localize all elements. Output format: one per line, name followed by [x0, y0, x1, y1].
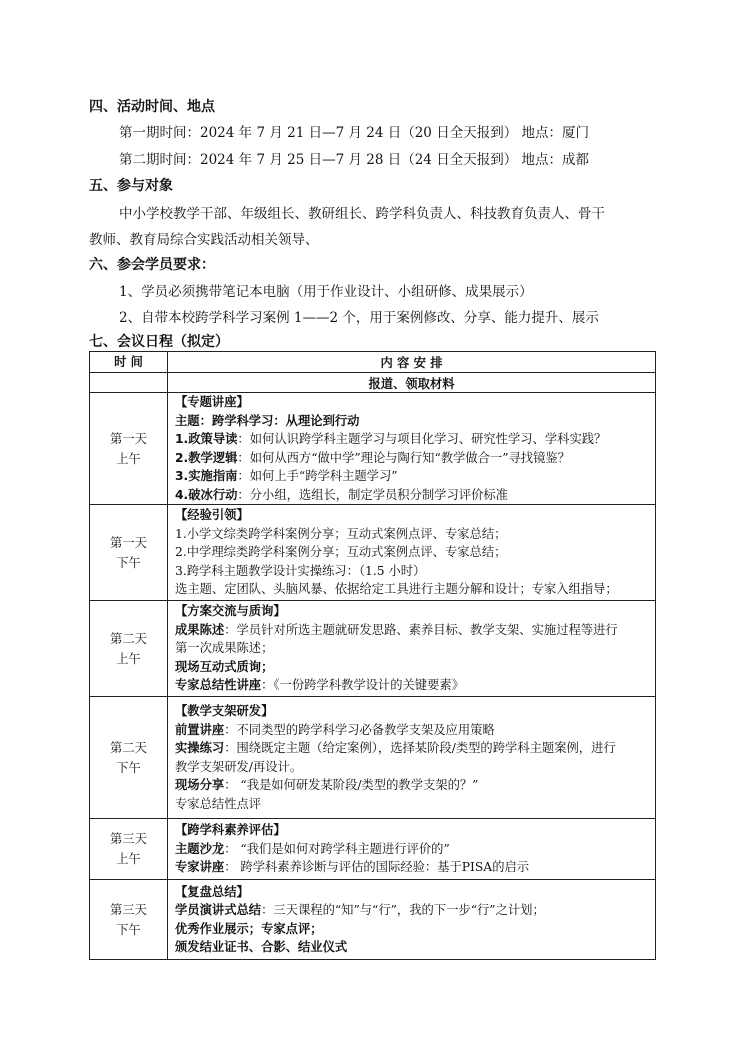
period-2-text: 第二期时间：2024 年 7 月 25 日—7 月 28 日（24 日全天报到） 地点：成都	[119, 152, 589, 168]
schedule-line	[175, 721, 652, 740]
schedule-line	[175, 562, 652, 581]
schedule-line	[175, 901, 652, 920]
schedule-line-text: ：围绕既定主题（给定案例），选择某阶段/类型的跨学科主题案例，进行	[224, 741, 616, 755]
schedule-line-bold: 专家总结性讲座	[175, 678, 262, 693]
schedule-line	[175, 920, 652, 939]
period-1-text: 第一期时间：2024 年 7 月 21 日—7 月 24 日（20 日全天报到） 地点：厦门	[119, 125, 589, 141]
schedule-line-bold: 4.破冰行动	[175, 487, 238, 502]
schedule-time-cell	[90, 393, 168, 505]
schedule-content-cell	[168, 819, 656, 880]
schedule-line	[175, 739, 652, 758]
schedule-line-text: 专家总结性点评	[175, 796, 262, 811]
schedule-content-cell	[168, 505, 656, 601]
schedule-table	[89, 351, 656, 960]
schedule-line-text: 3.跨学科主题教学设计实操练习：（1.5 小时）	[175, 563, 426, 578]
schedule-time-cell	[90, 880, 168, 960]
schedule-line	[175, 467, 652, 486]
header-time: 时 间	[90, 352, 168, 373]
registration-time-cell	[90, 373, 168, 393]
schedule-line-text: ：如何从西方“做中学”理论与陶行知“教学做合一”寻找镜鉴？	[237, 450, 570, 465]
schedule-line	[175, 430, 652, 449]
schedule-line-bold: 现场互动式质询；	[175, 659, 274, 674]
schedule-line-bold: 【专题讲座】	[175, 395, 249, 409]
schedule-line	[175, 639, 652, 658]
schedule-row	[90, 601, 656, 697]
schedule-line-bold: 主题沙龙	[175, 841, 225, 856]
schedule-content-cell	[168, 601, 656, 697]
schedule-line-text: ：分小组，选组长，制定学员积分制学习评价标准	[237, 487, 508, 502]
schedule-line	[175, 840, 652, 859]
schedule-content-cell	[168, 697, 656, 819]
schedule-line-bold: 【经验引领】	[175, 508, 249, 523]
day-label: 第三天	[110, 832, 147, 846]
schedule-time-cell	[90, 601, 168, 697]
schedule-line	[175, 543, 652, 562]
registration-row	[90, 373, 656, 393]
schedule-line-text: 教学支架研发/再设计。	[175, 759, 303, 774]
schedule-line	[175, 795, 652, 814]
schedule-line	[175, 393, 652, 412]
schedule-line-text: 1.小学文综类跨学科案例分享；互动式案例点评、专家总结；	[175, 526, 507, 541]
period-label: 下午	[116, 760, 141, 775]
schedule-line-bold: 优秀作业展示；专家点评；	[175, 921, 323, 936]
schedule-line-text: 选主题、定团队、头脑风暴、依据给定工具进行主题分解和设计；专家入组指导；	[175, 582, 618, 597]
schedule-content-cell	[168, 393, 656, 505]
schedule-line-text: ：学员针对所选主题就研发思路、素养目标、教学支架、实施过程等进行	[224, 622, 618, 637]
schedule-time-cell	[90, 697, 168, 819]
schedule-line	[175, 883, 652, 902]
day-label: 第二天	[110, 740, 147, 755]
period-label: 下午	[116, 555, 141, 570]
registration-text: 报道、领取材料	[168, 373, 656, 393]
schedule-line-text: ： “我们是如何对跨学科主题进行评价的”	[224, 841, 450, 856]
schedule-line	[175, 858, 652, 877]
day-label: 第一天	[110, 431, 147, 446]
schedule-row	[90, 880, 656, 960]
schedule-line	[175, 525, 652, 544]
day-label: 第三天	[110, 902, 147, 917]
section-4-title: 四、活动时间、地点	[89, 99, 215, 115]
schedule-line	[175, 486, 652, 505]
schedule-row	[90, 819, 656, 880]
schedule-line-bold: 2.教学逻辑	[175, 450, 238, 465]
audience-line-1: 中小学校教学干部、年级组长、教研组长、跨学科负责人、科技教育负责人、骨干	[119, 206, 605, 222]
schedule-line-text: 2.中学理综类跨学科案例分享；互动式案例点评、专家总结；	[175, 545, 507, 560]
header-content: 内 容 安 排	[168, 352, 656, 373]
schedule-line	[175, 658, 652, 677]
schedule-line-bold: 学员演讲式总结	[175, 903, 262, 917]
schedule-line	[175, 938, 652, 957]
schedule-line-bold: 专家讲座	[175, 860, 225, 875]
schedule-line-bold: 1.政策导读	[175, 432, 238, 446]
schedule-line-bold: 实操练习	[175, 741, 225, 755]
section-7-title: 七、会议日程（拟定）	[89, 334, 229, 350]
schedule-line	[175, 821, 652, 840]
schedule-line-bold: 【方案交流与质询】	[175, 604, 286, 619]
schedule-time-cell	[90, 819, 168, 880]
schedule-line-text: ：不同类型的跨学科学习必备教学支架及应用策略	[224, 722, 495, 737]
audience-line-2: 教师、教育局综合实践活动相关领导、	[89, 232, 319, 248]
period-label: 上午	[116, 852, 141, 866]
schedule-time-cell	[90, 505, 168, 601]
schedule-line-text: ：《一份跨学科教学设计的关键要素》	[261, 678, 464, 693]
schedule-header-row	[90, 352, 656, 373]
schedule-line	[175, 702, 652, 721]
schedule-line-text: ：如何上手“跨学科主题学习”	[237, 469, 398, 483]
schedule-line-text: ： “我是如何研发某阶段/类型的教学支架的？”	[224, 778, 479, 792]
schedule-line-bold: 3.实施指南	[175, 469, 238, 483]
schedule-line	[175, 758, 652, 777]
schedule-line-bold: 【跨学科素养评估】	[175, 823, 286, 838]
schedule-row	[90, 697, 656, 819]
schedule-content-cell	[168, 880, 656, 960]
schedule-line-bold: 前置讲座	[175, 722, 225, 737]
period-label: 上午	[116, 651, 141, 666]
schedule-line-bold: 成果陈述	[175, 622, 225, 637]
schedule-line	[175, 602, 652, 621]
schedule-row	[90, 505, 656, 601]
requirement-1: 1、学员必须携带笔记本电脑（用于作业设计、小组研修、成果展示）	[119, 284, 533, 300]
schedule-line	[175, 580, 652, 599]
period-label: 下午	[116, 922, 141, 937]
schedule-line	[175, 506, 652, 525]
requirement-2: 2、自带本校跨学科学习案例 1——2 个，用于案例修改、分享、能力提升、展示	[119, 310, 599, 326]
schedule-line-bold: 主题：跨学科学习：从理论到行动	[175, 413, 360, 428]
schedule-line-bold: 【复盘总结】	[175, 884, 249, 899]
schedule-line-text: ：三天课程的“知”与“行”，我的下一步“行”之计划；	[261, 903, 545, 917]
period-label: 上午	[116, 451, 141, 466]
day-label: 第一天	[110, 535, 147, 550]
section-6-title: 六、参会学员要求：	[89, 257, 215, 273]
schedule-line-text: ： 跨学科素养诊断与评估的国际经验：基于PISA的启示	[224, 860, 530, 875]
schedule-line-bold: 【教学支架研发】	[175, 704, 274, 718]
schedule-line	[175, 676, 652, 695]
schedule-line-bold: 颁发结业证书、合影、结业仪式	[175, 940, 348, 954]
schedule-row	[90, 393, 656, 505]
schedule-line	[175, 776, 652, 795]
schedule-line-bold: 现场分享	[175, 778, 225, 792]
day-label: 第二天	[110, 631, 147, 646]
section-5-title: 五、参与对象	[89, 178, 173, 194]
schedule-line	[175, 449, 652, 468]
schedule-line-text: 第一次成果陈述；	[175, 641, 274, 656]
schedule-line	[175, 621, 652, 640]
schedule-line	[175, 412, 652, 431]
schedule-line-text: ：如何认识跨学科主题学习与项目化学习、研究性学习、学科实践？	[237, 432, 607, 446]
